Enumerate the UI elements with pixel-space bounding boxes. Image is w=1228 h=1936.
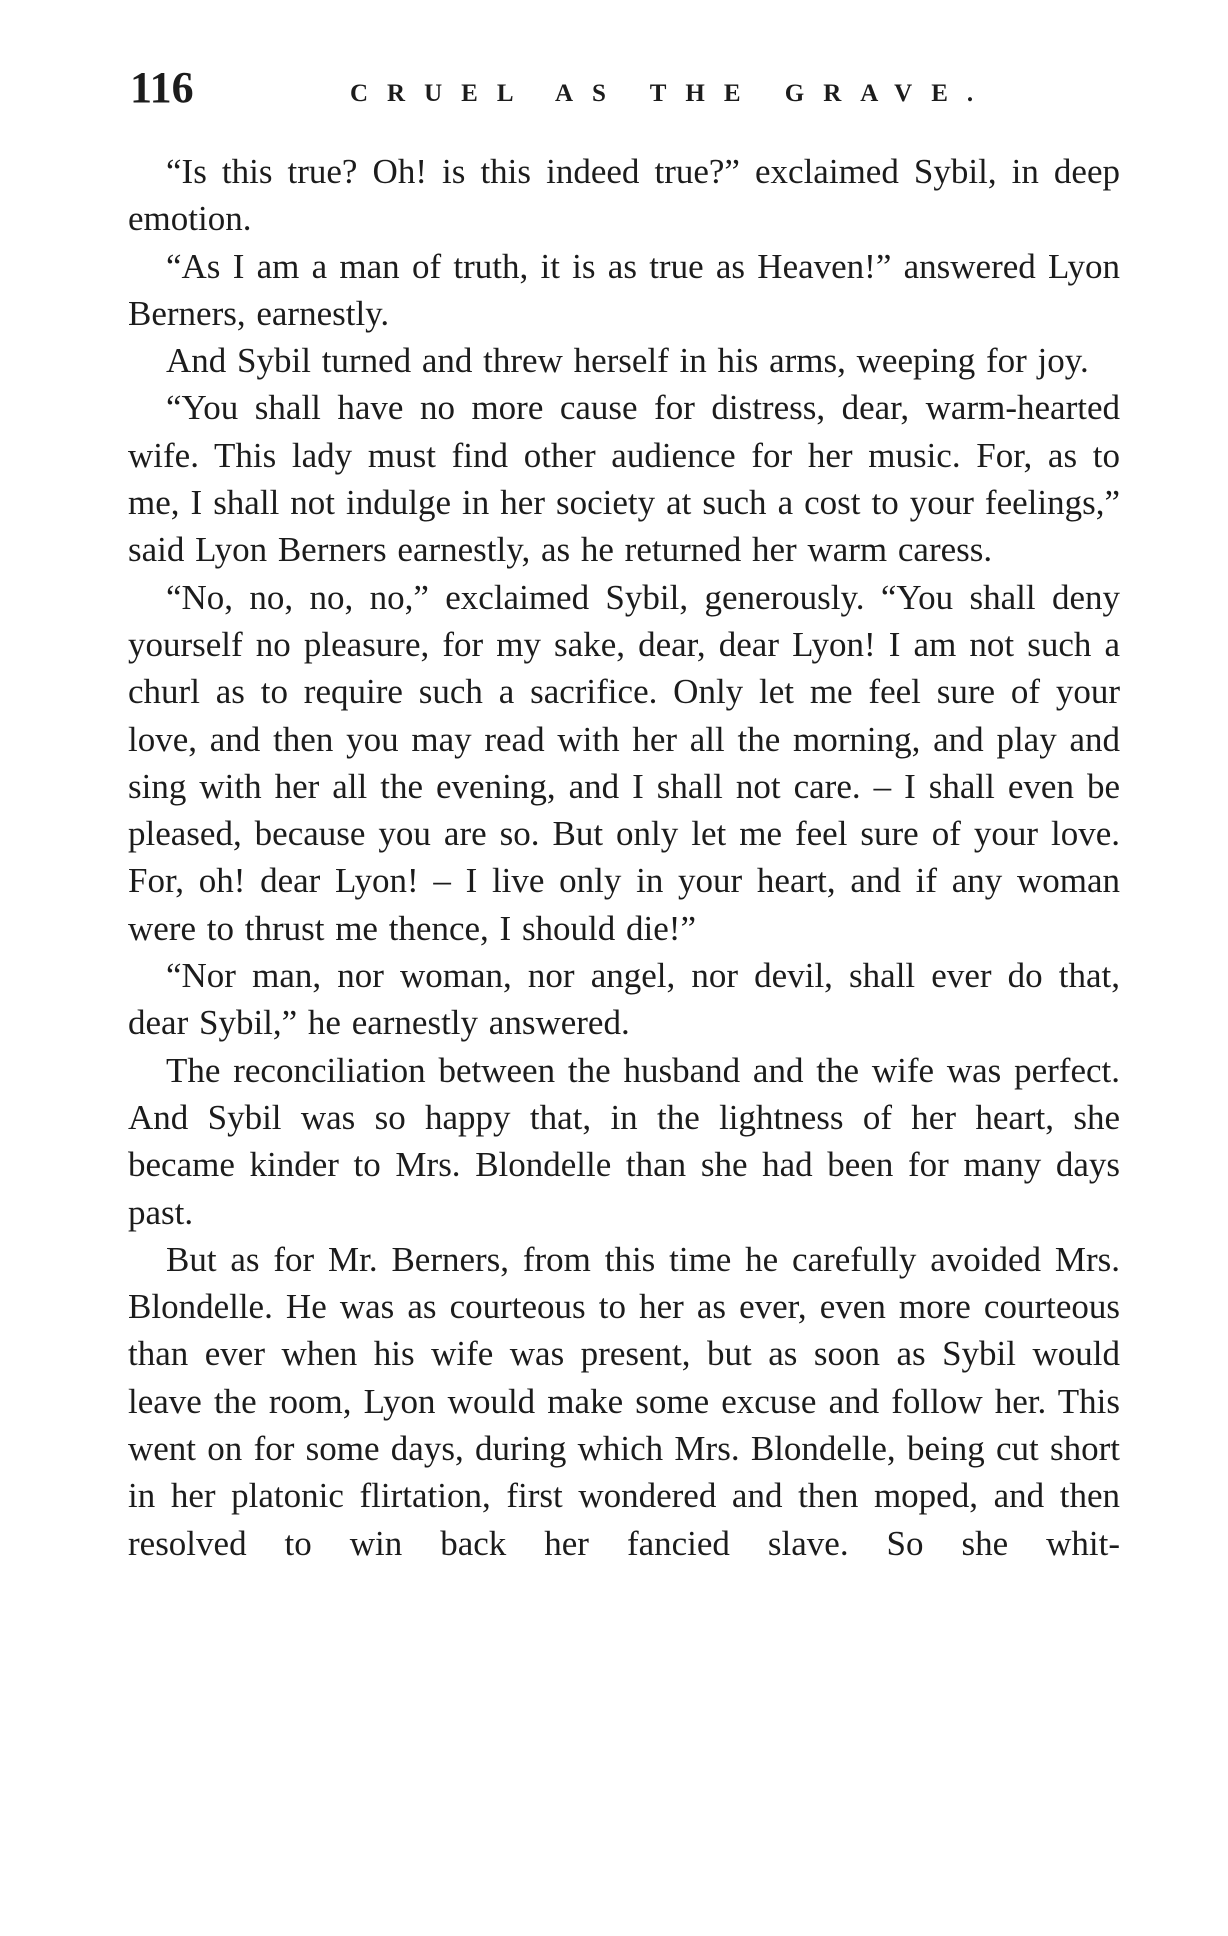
paragraph: “Is this true? Oh! is this indeed true?” exclaimed Sybil, in deep emotion. [128,152,1120,239]
paragraph: “You shall have no more cause for distress, dear, warm-hearted wife. This lady must find other audience for her music. For, as to me, I shall not indulge in her society at such a cost to your feelings,” said Lyon Berners earnestly, as he returned her warm caress. [128,388,1120,570]
body-text [128,148,1120,1567]
paragraph: And Sybil turned and threw herself in his arms, weeping for joy. [166,341,1089,381]
page-number: 116 [130,63,194,112]
paragraph: But as for Mr. Berners, from this time he carefully avoided Mrs. Blondelle. He was as courteous to her as ever, even more courteous than ever when his wife was present, but as soon as Sybil would leave the room, Lyon would make some excuse and follow her. This went on for some days, during which Mrs. Blondelle, being cut short in her platonic flirtation, first wondered and then moped, and then resolved to win back her fancied slave. So she whit- [128,1239,1120,1563]
paragraph: “No, no, no, no,” exclaimed Sybil, generously. “You shall deny yourself no pleasure, for my sake, dear, dear Lyon! I am not such a churl as to require such a sacrifice. Only let me feel sure of your love, and then you may read with her all the morning, and play and sing with her all the evening, and I shall not care. – I shall even be pleased, because you are so. But only let me feel sure of your love. For, oh! dear Lyon! – I live only in your heart, and if any woman were to thrust me thence, I should die!” [128,577,1120,948]
running-head: CRUEL AS THE GRAVE. [350,80,993,107]
paragraph: The reconciliation between the husband and the wife was perfect. And Sybil was so happy that, in the lightness of her heart, she became kinder to Mrs. Blondelle than she had been for many days past. [128,1050,1120,1232]
page-header [130,58,1130,118]
paragraph: “Nor man, nor woman, nor angel, nor devil, shall ever do that, dear Sybil,” he earnestly answered. [128,956,1120,1043]
paragraph: “As I am a man of truth, it is as true as Heaven!” answered Lyon Berners, earnestly. [128,246,1120,333]
